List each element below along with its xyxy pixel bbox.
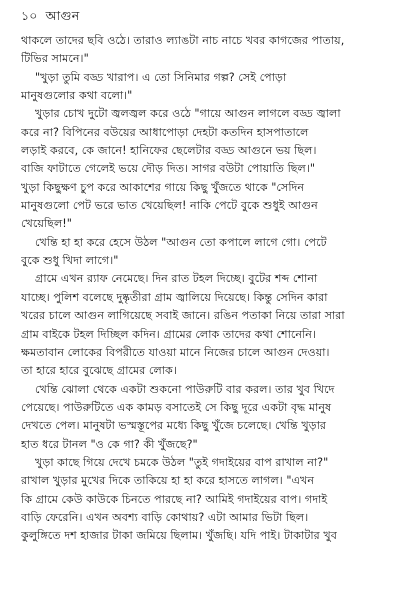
text-line: গ্রাম বাইকে টহল দিচ্ছিল কদিন। গ্রামের লোক তাদের কথা শোনেনি।	[21, 327, 316, 341]
text-line: মানুষগুলোর কথা বলো।"	[21, 89, 133, 103]
text-line: তা হারে হারে বুঝেছে গ্রামের লোক।	[21, 364, 177, 378]
text-line: বুকে শুধু খিদা লাগে।"	[21, 254, 119, 268]
text-line: হাত ধরে টানল "ও কে গা? কী খুঁজছে?"	[21, 437, 198, 451]
running-header	[21, 8, 79, 28]
text-line: করে না? বিপিনের বউয়ের আধাপোড়া দেহটা কতদিন হাসপাতালে	[21, 125, 309, 139]
text-line: খেন্তি ঝোলা থেকে একটা শুকনো পাউরুটি বার করল। তার খুব খিদে	[35, 382, 335, 396]
page-number: ১০	[21, 8, 38, 23]
text-line: "খুড়া তুমি বড্ড খারাপ। এ তো সিনিমার গল্প? সেই পোড়া	[35, 70, 287, 84]
running-title: আগুন	[45, 8, 80, 23]
text-line: ক্ষমতাবান লোকের বিপরীতে যাওয়া মানে নিজের চালে আগুন দেওয়া।	[21, 345, 330, 359]
text-line: টিভির সামনে।"	[21, 52, 89, 66]
text-line: পেয়েছে। পাউরুটিতে এক কামড় বসাতেই সে কিছু দূরে একটা বৃদ্ধ মানুষ	[21, 400, 332, 414]
text-line: কি গ্রামে কেউ কাউকে চিনতে পারছে না? আমিই গদাইয়ের বাপ। গদাই	[21, 492, 328, 506]
text-line: লড়াই করবে, কে জানে! হানিফের ছেলেটার বড্ড আগুনে ভয় ছিল।	[21, 144, 317, 158]
text-line: মানুষগুলো পেট ভরে ভাত খেয়েছিল! নাকি পেটে বুকে শুধুই আগুন	[21, 199, 318, 213]
text-line: খুড়ার চোখ দুটো জ্বলজ্বল করে ওঠে "গায়ে আগুন লাগলে বড্ড জ্বালা	[35, 107, 341, 121]
text-line: বাজি ফাটাতে গেলেই ভয়ে দৌড় দিত। সাগর বউটা পোয়াতি ছিল।"	[21, 162, 316, 176]
text-line: কুলুঙ্গিতে দশ হাজার টাকা জমিয়ে ছিলাম। খুঁজছি। যদি পাই। টাকাটার খুব	[21, 529, 337, 543]
text-line: যাচ্ছে। পুলিশ বলেছে দুষ্কৃতীরা গ্রাম জ্বালিয়ে দিয়েছে। কিন্তু সেদিন কারা	[21, 290, 328, 304]
text-line: বাড়ি ফেরেনি। এখন অবশ্য বাড়ি কোথায়? এটা আমার ভিটা ছিল।	[21, 510, 309, 524]
text-line: গ্রামে এখন র‍্যাফ নেমেছে। দিন রাত টহল দিচ্ছে। বুটের শব্দ শোনা	[35, 272, 318, 286]
text-line: খেয়েছিল!"	[21, 217, 72, 231]
text-line: খরের চালে আগুন লাগিয়েছে সবাই জানে। রঙিন পতাকা নিয়ে তারা সারা	[21, 309, 345, 323]
text-line: খেন্তি হা হা করে হেসে উঠল "আগুন তো কপালে লাগে গো। পেটে	[35, 235, 327, 249]
text-line: খুড়া কাছে গিয়ে দেখে চমকে উঠল "তুই গদাইয়ের বাপ রাখাল না?"	[35, 455, 329, 469]
text-line: রাখাল খুড়ার মুখের দিকে তাকিয়ে হা হা করে হাসতে লাগল। "এখন	[21, 474, 315, 488]
body-text	[21, 32, 381, 546]
text-line: খুড়া কিছুক্ষণ চুপ করে আকাশের গায়ে কিছু খুঁজতে থাকে "সেদিন	[21, 180, 305, 194]
text-line: দেখতে পেল। মানুষটা ভস্মস্তূপের মধ্যে কিছু খুঁজে চলেছে। খেন্তি খুড়ার	[21, 419, 327, 433]
text-line: থাকলে তাদের ছবি ওঠে। তারাও ল্যাঙটা নাচ নাচে খবর কাগজের পাতায়,	[21, 34, 345, 47]
